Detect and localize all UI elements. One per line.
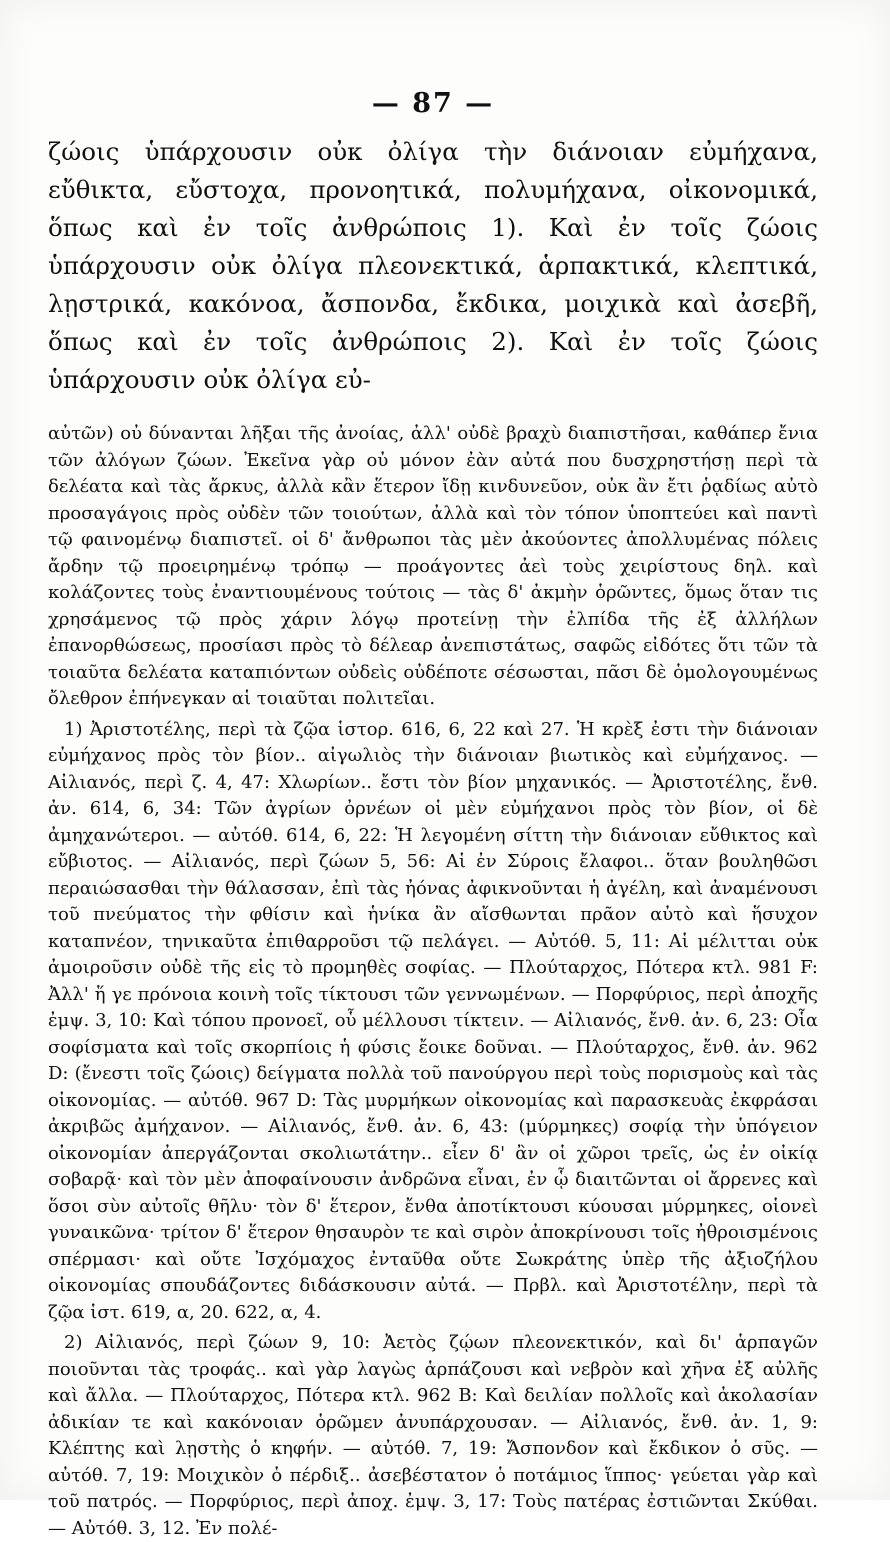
footnote-1: 1) Ἀριστοτέλης, περὶ τὰ ζῷα ἱστορ. 616, 6, 22 καὶ 27. Ἡ κρὲξ ἐστι τὴν διάνοιαν εὐμήχανος πρὸς τὸν βίον.. αἰγωλιὸς τὴν διάνοιαν βιωτικὸς καὶ εὐμήχανος. — Αἰλιανός, περὶ ζ. 4, 47: Χλωρίων.. ἔστι τὸν βίον μηχανικός. — Ἀριστοτέλης, ἔνθ. ἀν. 614, 6, 34: Τῶν ἀγρίων ὀρνέων οἱ μὲν εὐμήχανοι πρὸς τὸν βίον, οἱ δὲ ἀμηχανώτεροι. — αὐτόθ. 614, 6, 22: Ἡ λεγομένη σίττη τὴν διάνοιαν εὔθικτος καὶ εὔβιοτος. — Αἰλιανός, περὶ ζώων 5, 56: Αἱ ἐν Σύροις ἔλαφοι.. ὅταν βουληθῶσι περαιώσασθαι τὴν θάλασσαν, ἐπὶ τὰς ἠόνας ἀφικνοῦνται ἡ ἀγέλη, καὶ ἀναμένουσι τοῦ πνεύματος τὴν φθίσιν καὶ ἡνίκα ἂν αἴσθωνται πρᾶον αὐτὸ καὶ ἥσυχον καταπνέον, τηνικαῦτα ἐπιθαρροῦσι τῷ πελάγει. — Αὐτόθ. 5, 11: Αἱ μέλιτται οὐκ ἀμοιροῦσιν οὐδὲ τῆς εἰς τὸ προμηθὲς σοφίας. — Πλούταρχος, Πότερα κτλ. 981 F: Ἀλλ' ἥ γε πρόνοια κοινὴ τοῖς τίκτουσι τῶν γεννωμένων. — Πορφύριος, περὶ ἀποχῆς ἐμψ. 3, 10: Καὶ τόπου προνοεῖ, οὗ μέλλουσι τίκτειν. — Αἰλιανός, ἔνθ. ἀν. 6, 23: Οἷα σοφίσματα καὶ τοῖς σκορπίοις ἡ φύσις ἔοικε δοῦναι. — Πλούταρχος, ἔνθ. ἀν. 962 D: (ἔνεστι τοῖς ζώοις) δείγματα πολλὰ τοῦ πανούργου περὶ τοὺς πορισμοὺς καὶ τὰς οἰκονομίας. — αὐτόθ. 967 D: Τὰς μυρμήκων οἰκονομίας καὶ παρασκευὰς ἐκφράσαι ἀκριβῶς ἀμήχανον. — Αἰλιανός, ἔνθ. ἀν. 6, 43: (μύρμηκες) σοφίᾳ τὴν ὑπόγειον οἰκονομίαν ἀπεργάζονται σκολιωτάτην.. εἶεν δ' ἂν οἱ χῶροι τρεῖς, ὡς ἐν οἰκίᾳ σοβαρᾷ· καὶ τὸν μὲν ἀποφαίνουσιν ἀνδρῶνα εἶναι, ἐν ᾧ διαιτῶνται οἱ ἄρρενες καὶ ὅσοι σὺν αὐτοῖς θῆλυ· τὸν δ' ἕτερον, ἔνθα ἀποτίκτουσι κύουσαι μύρμηκες, οἱονεὶ γυναικῶνα· τρίτον δ' ἕτερον θησαυρὸν τε καὶ σιρὸν ἀποκρίνουσι τοῖς ἠθροισμένοις σπέρμασι· καὶ οὔτε Ἰσχόμαχος ἐνταῦθα οὔτε Σωκράτης ὑπὲρ τῆς ἀξιοζήλου οἰκονομίας σπουδάζοντες διδάσκουσιν αὐτά. — Πρβλ. καὶ Ἀριστοτέλην, περὶ τὰ ζῷα ἱστ. 619, α, 20. 622, α, 4. — [48, 718, 818, 1323]
page-number: — 87 — — [371, 88, 495, 119]
note-continuation: αὐτῶν) οὐ δύνανται λῆξαι τῆς ἀνοίας, ἀλλ' οὐδὲ βραχὺ διαπιστῆσαι, καθάπερ ἔνια τῶν ἀλόγων ζώων. Ἐκεῖνα γὰρ οὐ μόνον ἐὰν αὐτά που δυσχρηστήσῃ περὶ τὰ δελέατα καὶ τὰς ἄρκυς, ἀλλὰ κἂν ἕτερον ἴδῃ κινδυνεῦον, οὐκ ἂν ἔτι ῥᾳδίως αὐτὸ προσαγάγοις πρὸς οὐδὲν τῶν τοιούτων, ἀλλὰ καὶ τὸν τόπον ὑποπτεύει καὶ παντὶ τῷ φαινομένῳ διαπιστεῖ. οἱ δ' ἄνθρωποι τὰς μὲν ἀκούοντες ἀπολλυμένας πόλεις ἄρδην τῷ προειρημένῳ τρόπῳ — προάγοντες ἀεὶ τοὺς χειρίστους δηλ. καὶ κολάζοντες τοὺς ἐναντιουμένους τούτοις — τὰς δ' ἀκμὴν ὁρῶντες, ὅμως ὅταν τις χρησάμενος τῷ πρὸς χάριν λόγῳ προτείνῃ τὴν ἐλπίδα τῆς ἐξ ἀλλήλων ἐπανορθώσεως, προσίασι πρὸς τὸ δέλεαρ ἀνεπιστάτως, σαφῶς εἰδότες ὅτι τῶν τὰ τοιαῦτα δελέατα καταπιόντων οὐδεὶς οὐδέποτε σέσωσται, πᾶσι δὲ ὁμολογουμένως ὄλεθρον ἐπήνεγκαν αἱ τοιαῦται πολιτεῖαι. — [48, 423, 818, 709]
main-text: ζώοις ὑπάρχουσιν οὐκ ὀλίγα τὴν διάνοιαν εὐμήχανα, εὔθικτα, εὔστοχα, προνοητικά, πολυμήχανα, οἰκονομικά, ὅπως καὶ ἐν τοῖς ἀνθρώποις 1). Καὶ ἐν τοῖς ζώοις ὑπάρχουσιν οὐκ ὀλίγα πλεονεκτικά, ἁρπακτικά, κλεπτικά, λῃστρικά, κακόνοα, ἄσπονδα, ἔκδικα, μοιχικὰ καὶ ἀσεβῆ, ὅπως καὶ ἐν τοῖς ἀνθρώποις 2). Καὶ ἐν τοῖς ζώοις ὑπάρχουσιν οὐκ ὀλίγα εὐ- — [48, 137, 818, 394]
footnote-2: 2) Αἰλιανός, περὶ ζώων 9, 10: Ἀετὸς ζῴων πλεονεκτικόν, καὶ δι' ἁρπαγῶν ποιοῦνται τὰς τροφάς.. καὶ γὰρ λαγὼς ἁρπάζουσι καὶ νεβρὸν καὶ χῆνα ἐξ αὐλῆς καὶ ἄλλα. — Πλούταρχος, Πότερα κτλ. 962 B: Καὶ δειλίαν πολλοῖς καὶ ἀκολασίαν ἀδικίαν τε καὶ κακόνοιαν ὁρῶμεν ἀνυπάρχουσαν. — Αἰλιανός, ἔνθ. ἀν. 1, 9: Κλέπτης καὶ λῃστὴς ὁ κηφήν. — αὐτόθ. 7, 19: Ἄσπονδον καὶ ἔκδικον ὁ σῦς. — αὐτόθ. 7, 19: Μοιχικὸν ὁ πέρδιξ.. ἀσεβέστατον ὁ ποτάμιος ἵππος· γεύεται γὰρ καὶ τοῦ πατρός. — Πορφύριος, περὶ ἀποχ. ἐμψ. 3, 17: Τοὺς πατέρας ἐστιῶνται Σκύθαι. — Αὐτόθ. 3, 12. Ἐν πολέ- — [48, 1332, 818, 1539]
